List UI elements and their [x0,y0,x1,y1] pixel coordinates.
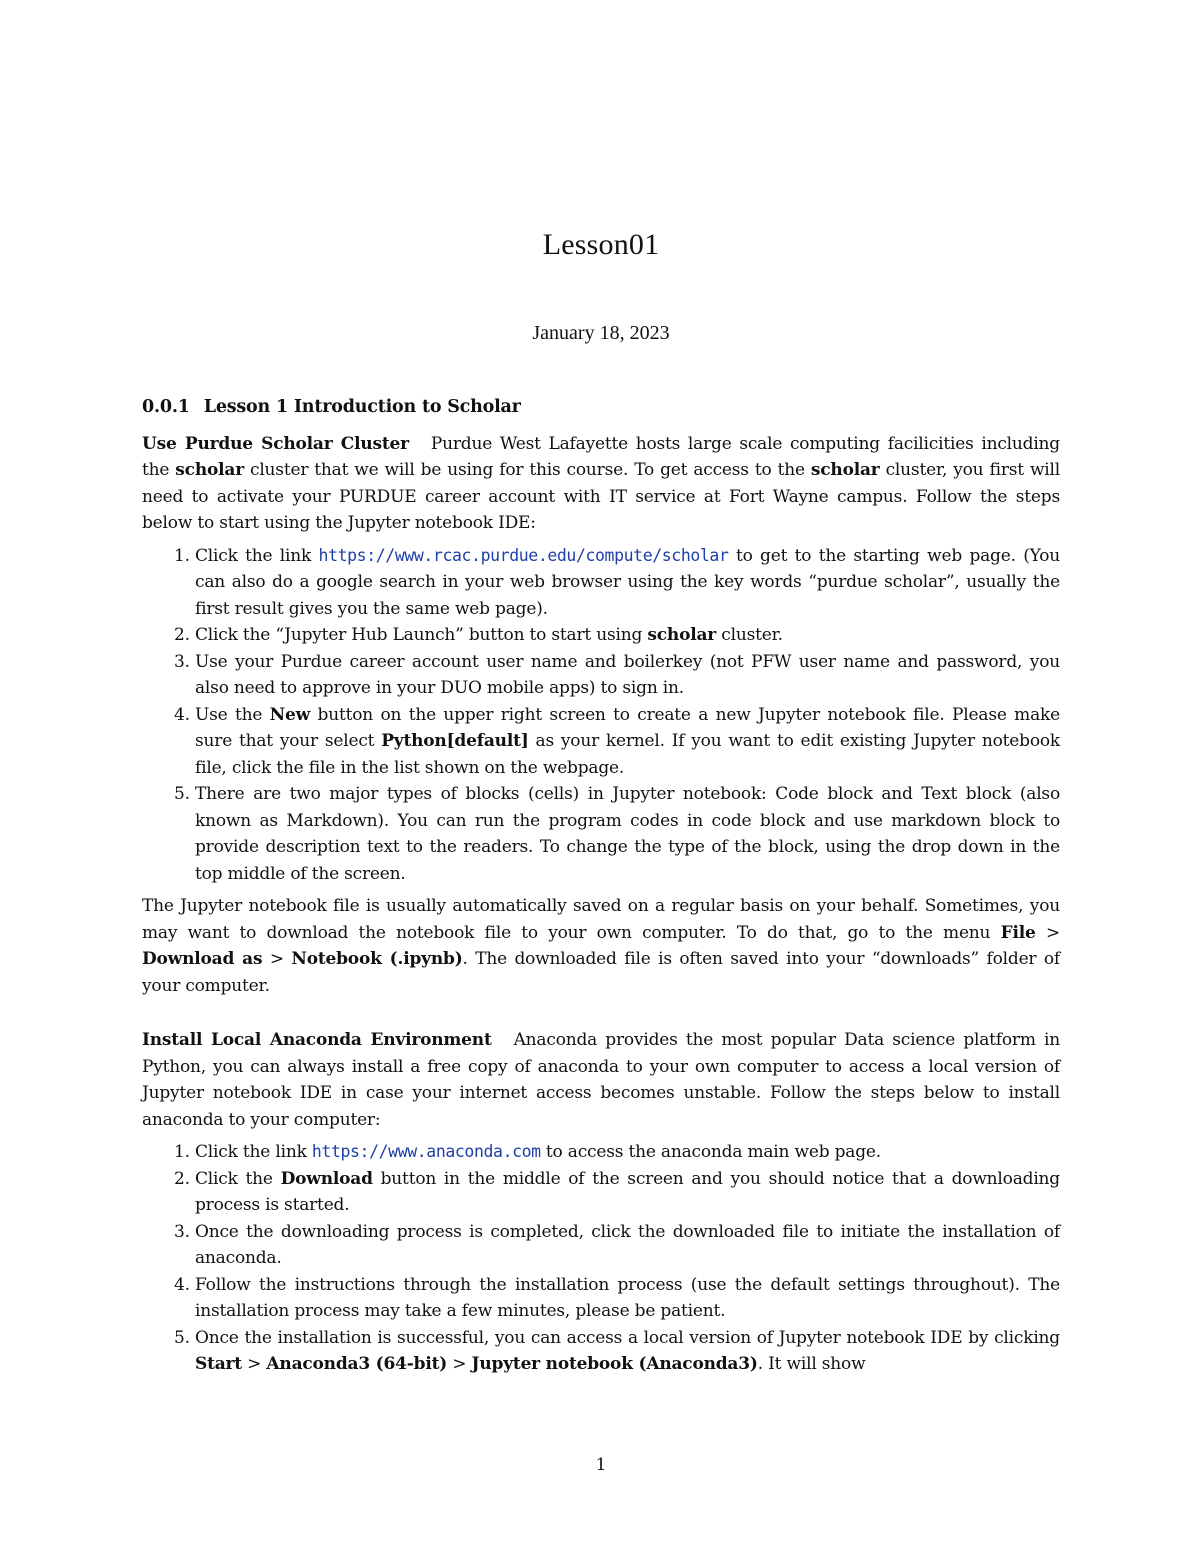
section2-intro: Install Local Anaconda Environment Anaconda provides the most popular Data science platform in Python, you can always install a free copy of anaconda to your own computer to access a local version of Jupyter notebook IDE in case your internet access becomes unstable. Follow the steps below to install anaconda to your computer: [142,1030,1060,1130]
list-item: 2. Click the Download button in the middle of the screen and you should notice that a downloading process is started. [195,1166,1060,1219]
list-item: 2. Click the “Jupyter Hub Launch” button to start using scholar cluster. [195,622,1060,649]
section2-heading: Install Local Anaconda Environment [142,1030,492,1050]
list-item: 3. Once the downloading process is completed, click the downloaded file to initiate the installation of anaconda. [195,1219,1060,1272]
list-item: 3. Use your Purdue career account user name and boilerkey (not PFW user name and password, you also need to approve in your DUO mobile apps) to sign in. [195,649,1060,702]
section1-steps [142,543,1060,888]
document-date: January 18, 2023 [532,322,670,344]
scholar-link[interactable]: https://www.rcac.purdue.edu/compute/scholar [318,545,729,565]
anaconda-link[interactable]: https://www.anaconda.com [311,1142,541,1161]
section1-outro: The Jupyter notebook file is usually automatically saved on a regular basis on your behalf. Sometimes, you may want to download the notebook file to your own computer. To do that, go to the menu File > Download as > Notebook (.ipynb). The downloaded file is often saved into your “downloads” folder of your computer. [142,896,1060,996]
page-number: 1 [595,1455,607,1475]
section1-heading: Use Purdue Scholar Cluster [142,433,409,454]
document-body [142,394,1060,1384]
section1-intro: Use Purdue Scholar Cluster Purdue West Lafayette hosts large scale computing facilicities including the scholar cluster that we will be using for this course. To get access to the scholar cluster, you first will need to activate your PURDUE career account with IT service at Fort Wayne campus. Follow the steps below to start using the Jupyter notebook IDE: [142,433,1061,533]
list-item: 5. Once the installation is successful, you can access a local version of Jupyter notebook IDE by clicking Start > Anaconda3 (64-bit) > Jupyter notebook (Anaconda3). It will show [195,1325,1060,1378]
list-item: 1. Click the link https://www.anaconda.com to access the anaconda main web page. [195,1139,1060,1166]
subsection-title: Lesson 1 Introduction to Scholar [203,397,521,417]
list-item: 4. Use the New button on the upper right screen to create a new Jupyter notebook file. Please make sure that your select Python[default] as your kernel. If you want to edit existing Jupyter notebook file, click the file in the list shown on the webpage. [195,702,1060,782]
list-item: 4. Follow the instructions through the installation process (use the default settings throughout). The installation process may take a few minutes, please be patient. [195,1272,1060,1325]
list-item: 1. Click the link https://www.rcac.purdue.edu/compute/scholar to get to the starting web page. (You can also do a google search in your web browser using the key words “purdue scholar”, usually the first result gives you the same web page). [195,543,1060,623]
subsection-number: 0.0.1 [142,397,190,417]
subsection-heading [142,394,1060,421]
section2-steps [142,1139,1060,1378]
document-title: Lesson01 [542,228,660,261]
list-item: 5. There are two major types of blocks (cells) in Jupyter notebook: Code block and Text block (also known as Markdown). You can run the program codes in code block and use markdown block to provide description text to the readers. To change the type of the block, using the drop down in the top middle of the screen. [195,781,1060,887]
